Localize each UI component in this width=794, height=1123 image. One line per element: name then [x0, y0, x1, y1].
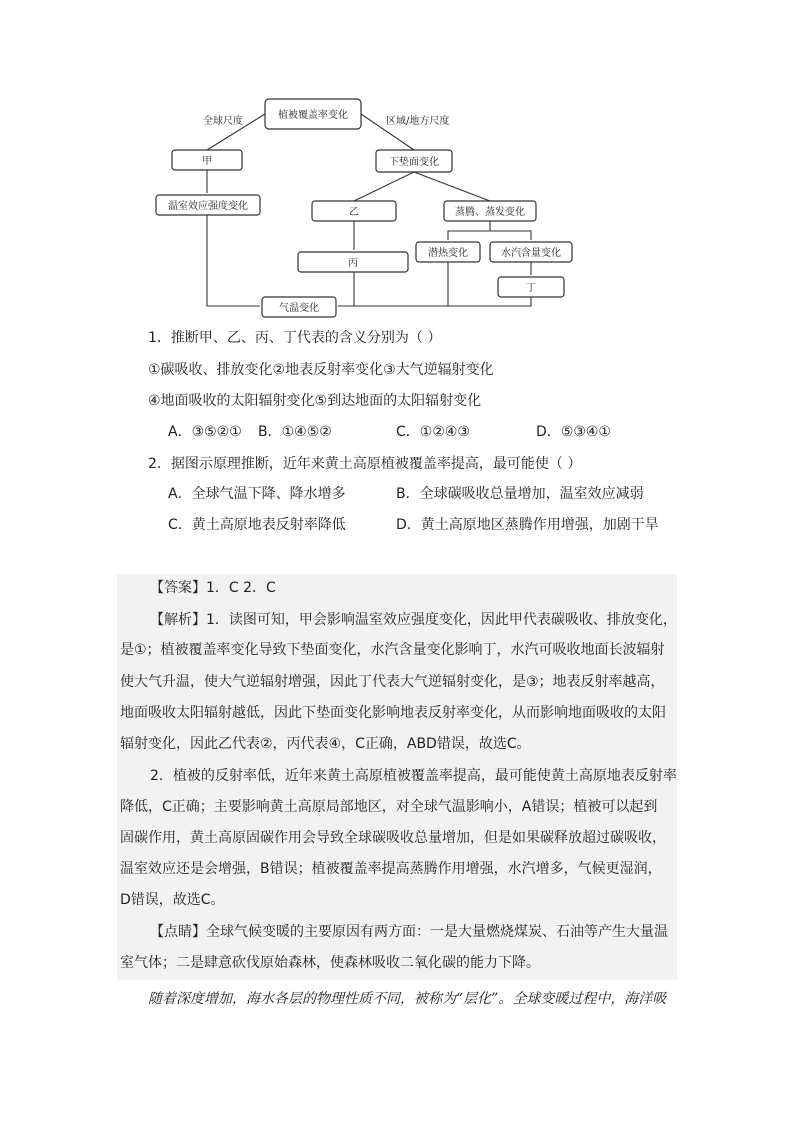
label-evap: 蒸腾、蒸发变化	[455, 207, 525, 218]
tip-line: 【点睛】全球气候变暖的主要原因有两方面：一是大量燃烧煤炭、石油等产生大量温	[150, 924, 668, 940]
explanation-line: 地面吸收太阳辐射越低，因此下垫面变化影响地表反射率变化，从而影响地面吸收的太阳	[120, 705, 666, 721]
q2-option-a: A．全球气温下降、降水增多	[168, 486, 346, 502]
explanation-line: 温室效应还是会增强，B错误；植被覆盖率提高蒸腾作用增强，水汽增多，气候更湿润，	[120, 861, 662, 877]
q2-option-b: B．全球碳吸收总量增加，温室效应减弱	[396, 486, 644, 502]
tip-line: 室气体；二是肆意砍伐原始森林，使森林吸收二氧化碳的能力下降。	[120, 955, 540, 971]
explanation-line: 固碳作用，黄土高原固碳作用会导致全球碳吸收总量增加，但是如果碳释放超过碳吸收，	[120, 830, 666, 846]
q1-option-d: D．⑤③④①	[536, 424, 611, 440]
explanation-line: 【解析】1．读图可知，甲会影响温室效应强度变化，因此甲代表碳吸收、排放变化，	[150, 612, 677, 628]
q2-option-c: C．黄土高原地表反射率降低	[168, 517, 346, 533]
next-passage: 随着深度增加，海水各层的物理性质不同，被称为“层化”。全球变暖过程中，海洋吸	[148, 991, 667, 1007]
explanation-line: 2．植被的反射率低，近年来黄土高原植被覆盖率提高，最可能使黄土高原地表反射率	[150, 768, 677, 784]
label-surface: 下垫面变化	[389, 157, 439, 168]
q1-stem: 1．推断甲、乙、丙、丁代表的含义分别为（ ）	[148, 330, 442, 346]
explanation-line: 是①；植被覆盖率变化导致下垫面变化，水汽含量变化影响丁，水汽可吸收地面长波辐射	[120, 642, 665, 658]
label-global-scale: 全球尺度	[203, 116, 243, 127]
q1-option-b: B．①④⑤②	[258, 424, 332, 440]
label-bing: 丙	[348, 258, 358, 269]
answer-line: 【答案】1．C 2．C	[150, 580, 276, 596]
q2-stem: 2．据图示原理推断，近年来黄土高原植被覆盖率提高，最可能使（ ）	[148, 456, 582, 472]
explanation-line: 降低，C正确；主要影响黄土高原局部地区，对全球气温影响小，A错误；植被可以起到	[120, 799, 658, 815]
label-vegetation-cover: 植被覆盖率变化	[278, 110, 348, 121]
explanation-line: D错误，故选C。	[120, 892, 225, 908]
q2-option-d: D．黄土高原地区蒸腾作用增强，加剧干旱	[396, 517, 659, 533]
label-vapor: 水汽含量变化	[501, 248, 561, 259]
explanation-line: 辐射变化，因此乙代表②，丙代表④，C正确，ABD错误，故选C。	[120, 736, 531, 752]
label-yi: 乙	[349, 207, 359, 218]
label-greenhouse: 温室效应强度变化	[168, 201, 248, 212]
q1-option-a: A．③⑤②①	[168, 424, 242, 440]
q1-items-1: ①碳吸收、排放变化②地表反射率变化③大气逆辐射变化	[148, 362, 494, 378]
label-temp: 气温变化	[279, 303, 319, 314]
q1-option-c: C．①②④③	[396, 424, 470, 440]
flow-diagram	[0, 0, 794, 330]
explanation-line: 使大气升温，使大气逆辐射增强，因此丁代表大气逆辐射变化，是③；地表反射率越高，	[120, 674, 665, 690]
label-jia: 甲	[202, 156, 212, 167]
label-ding: 丁	[526, 283, 536, 294]
label-latent: 潜热变化	[428, 248, 468, 259]
q1-items-2: ④地面吸收的太阳辐射变化⑤到达地面的太阳辐射变化	[148, 393, 482, 409]
label-regional-scale: 区域/地方尺度	[386, 116, 450, 127]
